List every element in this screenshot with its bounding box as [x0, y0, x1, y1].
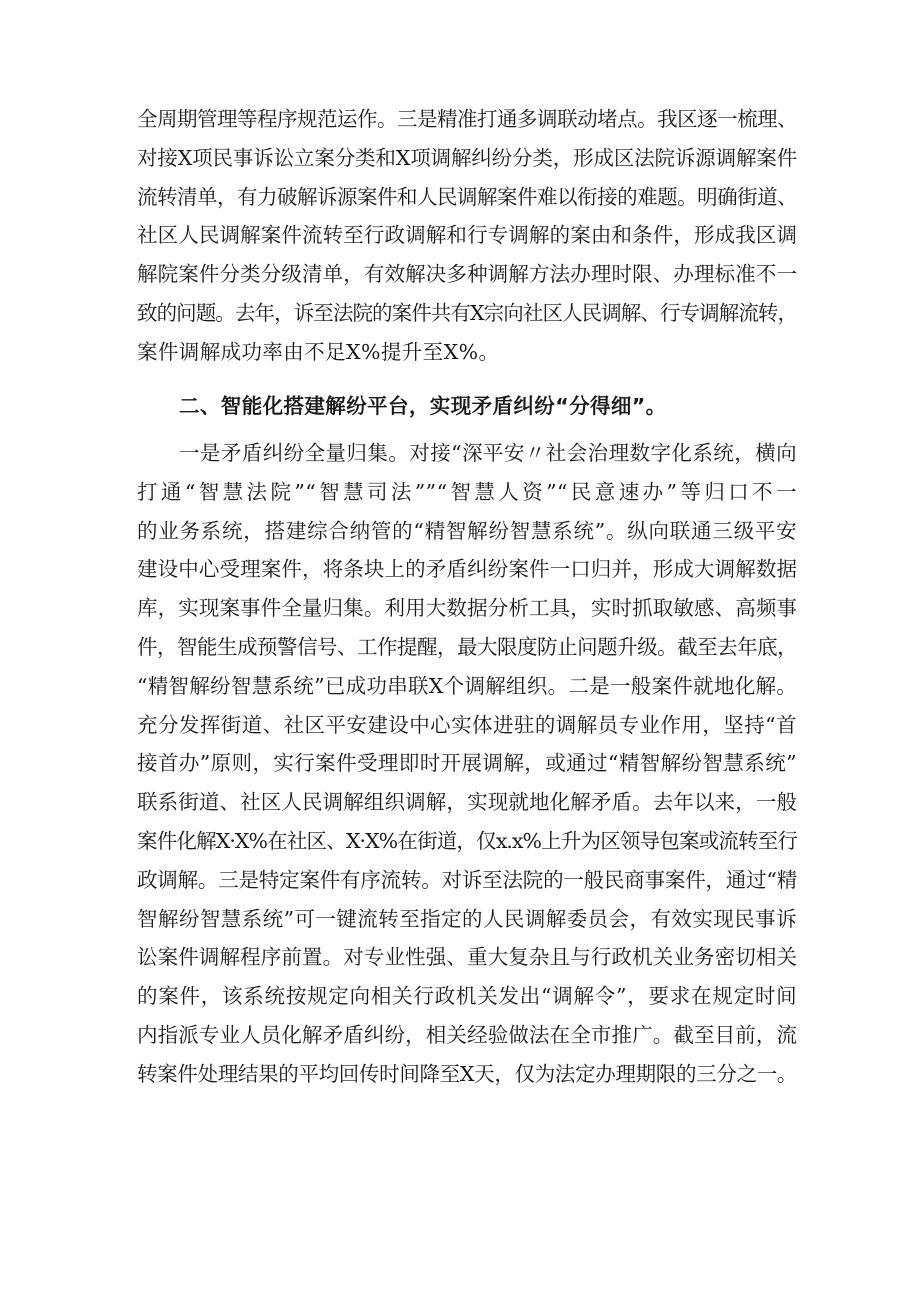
text-line: 社区人民调解案件流转至行政调解和行专调解的案由和条件，形成我区调: [137, 223, 797, 248]
paragraph-main: [137, 434, 797, 1094]
text-line: 全周期管理等程序规范运作。三是精准打通多调联动堵点。我区逐一梳理、: [137, 107, 797, 131]
text-line: 转案件处理结果的平均回传时间降至X天，仅为法定办理期限的三分之一。: [137, 1061, 797, 1086]
text-line: 智解纷智慧系统”可一键流转至指定的人民调解委员会，有效实现民事诉: [137, 906, 797, 931]
text-line: 解院案件分类分级清单，有效解决多种调解方法办理时限、办理标准不一: [137, 262, 797, 287]
text-line: “精智解纷智慧系统”已成功串联X个调解组织。二是一般案件就地化解。: [137, 673, 797, 698]
section-heading-block: [137, 387, 797, 426]
text-line: 一是矛盾纠纷全量归集。对接“深平安〃社会治理数字化系统，横向: [179, 441, 797, 465]
text-line: 案件化解X·X%在社区、X·X%在街道，仅x.x%上升为区领导包案或流转至行: [137, 828, 797, 853]
text-line: 库，实现案事件全量归集。利用大数据分析工具，实时抓取敏感、高频事: [137, 596, 797, 621]
paragraph-continuation: [137, 100, 797, 372]
text-line: 政调解。三是特定案件有序流转。对诉至法院的一般民商事案件，通过“精: [137, 867, 797, 892]
section-heading: 二、智能化搭建解纷平台，实现矛盾纠纷“分得细”。: [179, 394, 667, 418]
text-line: 案件调解成功率由不足X%提升至X%。: [137, 339, 500, 364]
text-line: 流转清单，有力破解诉源案件和人民调解案件难以衔接的难题。明确街道、: [137, 184, 797, 209]
text-line: 内指派专业人员化解矛盾纠纷，相关经验做法在全市推广。截至目前，流: [137, 1022, 797, 1047]
text-line: 对接X项民事诉讼立案分类和X项调解纠纷分类，形成区法院诉源调解案件: [137, 145, 797, 170]
text-line: 打通“智慧法院”“智慧司法””“智慧人资”“民意速办”等归口不一: [137, 479, 797, 504]
text-line: 接首办”原则，实行案件受理即时开展调解，或通过“精智解纷智慧系统”: [137, 751, 797, 776]
text-line: 件，智能生成预警信号、工作提醒，最大限度防止问题升级。截至去年底，: [137, 634, 797, 659]
text-line: 致的问题。去年，诉至法院的案件共有X宗向社区人民调解、行专调解流转，: [137, 300, 797, 325]
text-line: 联系街道、社区人民调解组织调解，实现就地化解矛盾。去年以来，一般: [137, 790, 797, 815]
text-line: 的案件，该系统按规定向相关行政机关发出“调解令”，要求在规定时间: [137, 984, 797, 1009]
text-line: 讼案件调解程序前置。对专业性强、重大复杂且与行政机关业务密切相关: [137, 945, 797, 970]
text-line: 建设中心受理案件，将条块上的矛盾纠纷案件一口归并，形成大调解数据: [137, 557, 797, 582]
text-line: 充分发挥街道、社区平安建设中心实体进驻的调解员专业作用，坚持“首: [137, 712, 797, 737]
text-line: 的业务系统，搭建综合纳管的“精智解纷智慧系统”。纵向联通三级平安: [137, 518, 797, 543]
